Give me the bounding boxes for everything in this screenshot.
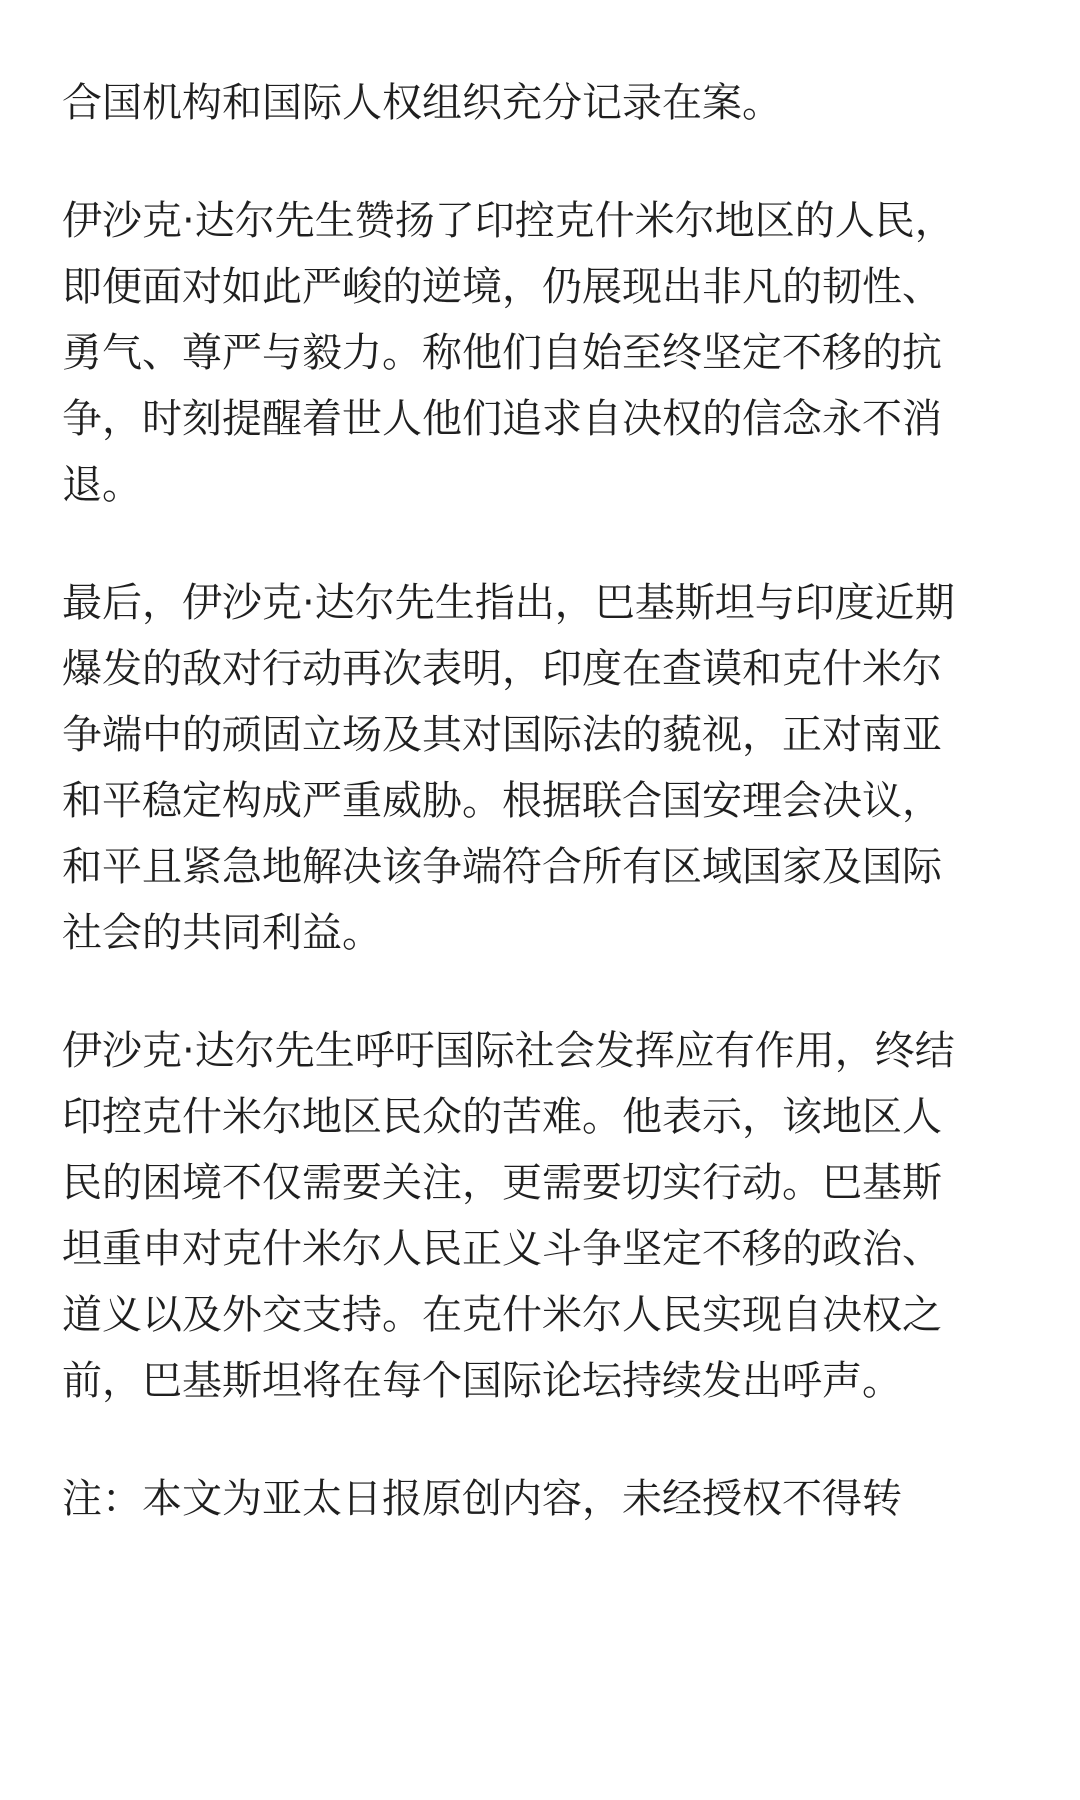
text-line: 和平且紧急地解决该争端符合所有区域国家及国际 (62, 844, 942, 890)
text-line: 最后，伊沙克·达尔先生指出，巴基斯坦与印度近期 (62, 580, 955, 626)
paragraph-appeal (62, 1018, 1022, 1414)
text-line: 坦重申对克什米尔人民正义斗争坚定不移的政治、 (62, 1226, 942, 1272)
text-line: 前，巴基斯坦将在每个国际论坛持续发出呼声。 (62, 1358, 902, 1404)
text-line: 和平稳定构成严重威胁。根据联合国安理会决议， (62, 778, 942, 824)
text-line: 印控克什米尔地区民众的苦难。他表示，该地区人 (62, 1094, 942, 1140)
text-line: 合国机构和国际人权组织充分记录在案。 (62, 80, 782, 126)
text-line: 即便面对如此严峻的逆境，仍展现出非凡的韧性、 (62, 264, 942, 310)
paragraph-note (62, 1466, 1022, 1532)
text-line: 争端中的顽固立场及其对国际法的藐视，正对南亚 (62, 712, 942, 758)
article-body (62, 70, 1022, 1532)
text-line: 争，时刻提醒着世人他们追求自决权的信念永不消 (62, 396, 942, 442)
paragraph-praise (62, 188, 1022, 518)
text-line: 民的困境不仅需要关注，更需要切实行动。巴基斯 (62, 1160, 942, 1206)
paragraph-intro-end (62, 70, 1022, 136)
text-line: 勇气、尊严与毅力。称他们自始至终坚定不移的抗 (62, 330, 942, 376)
copyright-note: 注：本文为亚太日报原创内容，未经授权不得转 (62, 1476, 902, 1522)
text-line: 伊沙克·达尔先生赞扬了印控克什米尔地区的人民， (62, 198, 955, 244)
text-line: 爆发的敌对行动再次表明，印度在查谟和克什米尔 (62, 646, 942, 692)
text-line: 伊沙克·达尔先生呼吁国际社会发挥应有作用，终结 (62, 1028, 955, 1074)
text-line: 退。 (62, 462, 142, 508)
text-line: 道义以及外交支持。在克什米尔人民实现自决权之 (62, 1292, 942, 1338)
text-line: 社会的共同利益。 (62, 910, 382, 956)
paragraph-conclusion (62, 570, 1022, 966)
